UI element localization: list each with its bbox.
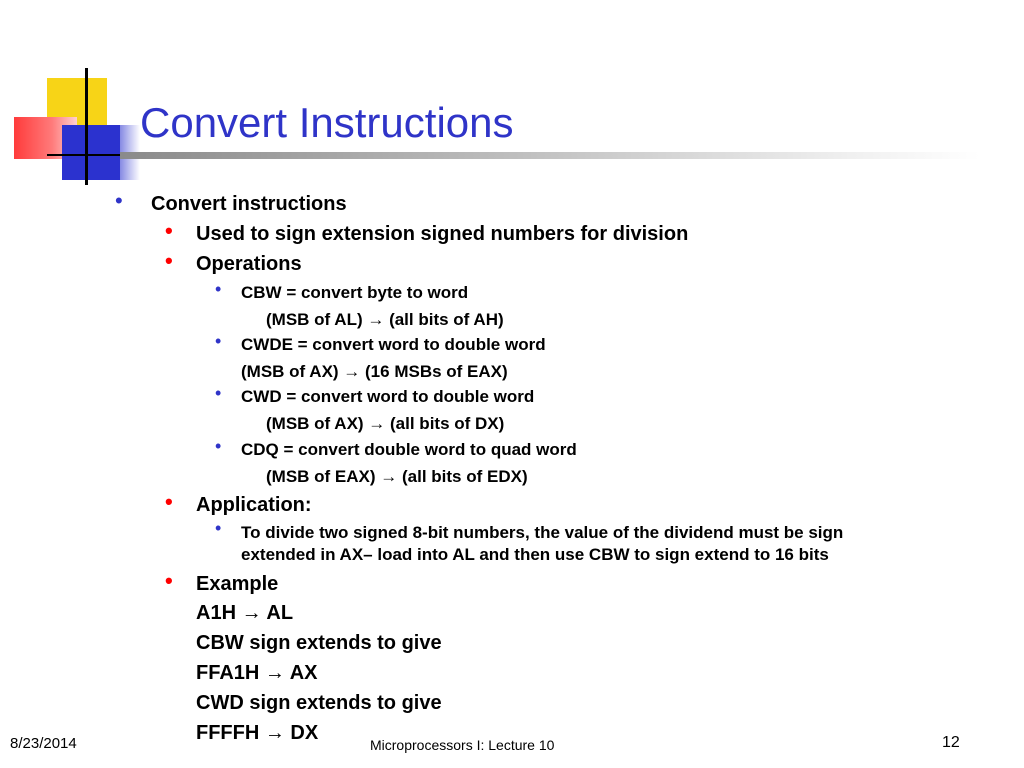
example-line: FFA1H → AX	[196, 662, 318, 684]
example-item: Example	[196, 573, 279, 595]
slide-title: Convert Instructions	[140, 99, 514, 146]
logo-vertical-line	[85, 68, 88, 185]
example-line: CBW sign extends to give	[196, 632, 442, 654]
bullet-icon: •	[215, 383, 222, 403]
bullet-icon: •	[215, 279, 222, 299]
heading-item: Convert instructions	[151, 193, 347, 215]
logo-decoration	[0, 0, 140, 190]
bullet-icon: •	[115, 188, 123, 213]
operation-detail: (MSB of EAX) → (all bits of EDX)	[266, 467, 528, 486]
application-text: To divide two signed 8-bit numbers, the value of the dividend must be sign	[241, 523, 844, 542]
application-item: Application:	[196, 494, 312, 516]
operations-item: Operations	[196, 253, 302, 275]
bullet-icon: •	[165, 568, 173, 593]
footer-course: Microprocessors I: Lecture 10	[370, 737, 555, 753]
example-line: CWD sign extends to give	[196, 692, 442, 714]
operation-def: CBW = convert byte to word	[241, 283, 469, 302]
footer-date: 8/23/2014	[10, 735, 77, 752]
operation-detail: (MSB of AL) → (all bits of AH)	[266, 310, 504, 329]
example-line: FFFFH → DX	[196, 722, 319, 744]
bullet-icon: •	[215, 518, 222, 538]
bullet-icon: •	[215, 331, 222, 351]
operation-def: CWD = convert word to double word	[241, 387, 535, 406]
operation-def: CWDE = convert word to double word	[241, 335, 546, 354]
operation-def: CDQ = convert double word to quad word	[241, 440, 577, 459]
footer-page-number: 12	[942, 734, 960, 751]
example-line: A1H → AL	[196, 602, 294, 624]
operation-detail: (MSB of AX) → (16 MSBs of EAX)	[241, 362, 508, 381]
purpose-item: Used to sign extension signed numbers for division	[196, 223, 689, 245]
operation-detail: (MSB of AX) → (all bits of DX)	[266, 414, 505, 433]
bullet-icon: •	[165, 489, 173, 514]
application-text: extended in AX– load into AL and then use CBW to sign extend to 16 bits	[241, 545, 829, 564]
bullet-icon: •	[165, 218, 173, 243]
bullet-icon: •	[165, 248, 173, 273]
bullet-icon: •	[215, 436, 222, 456]
title-underline	[120, 152, 980, 159]
